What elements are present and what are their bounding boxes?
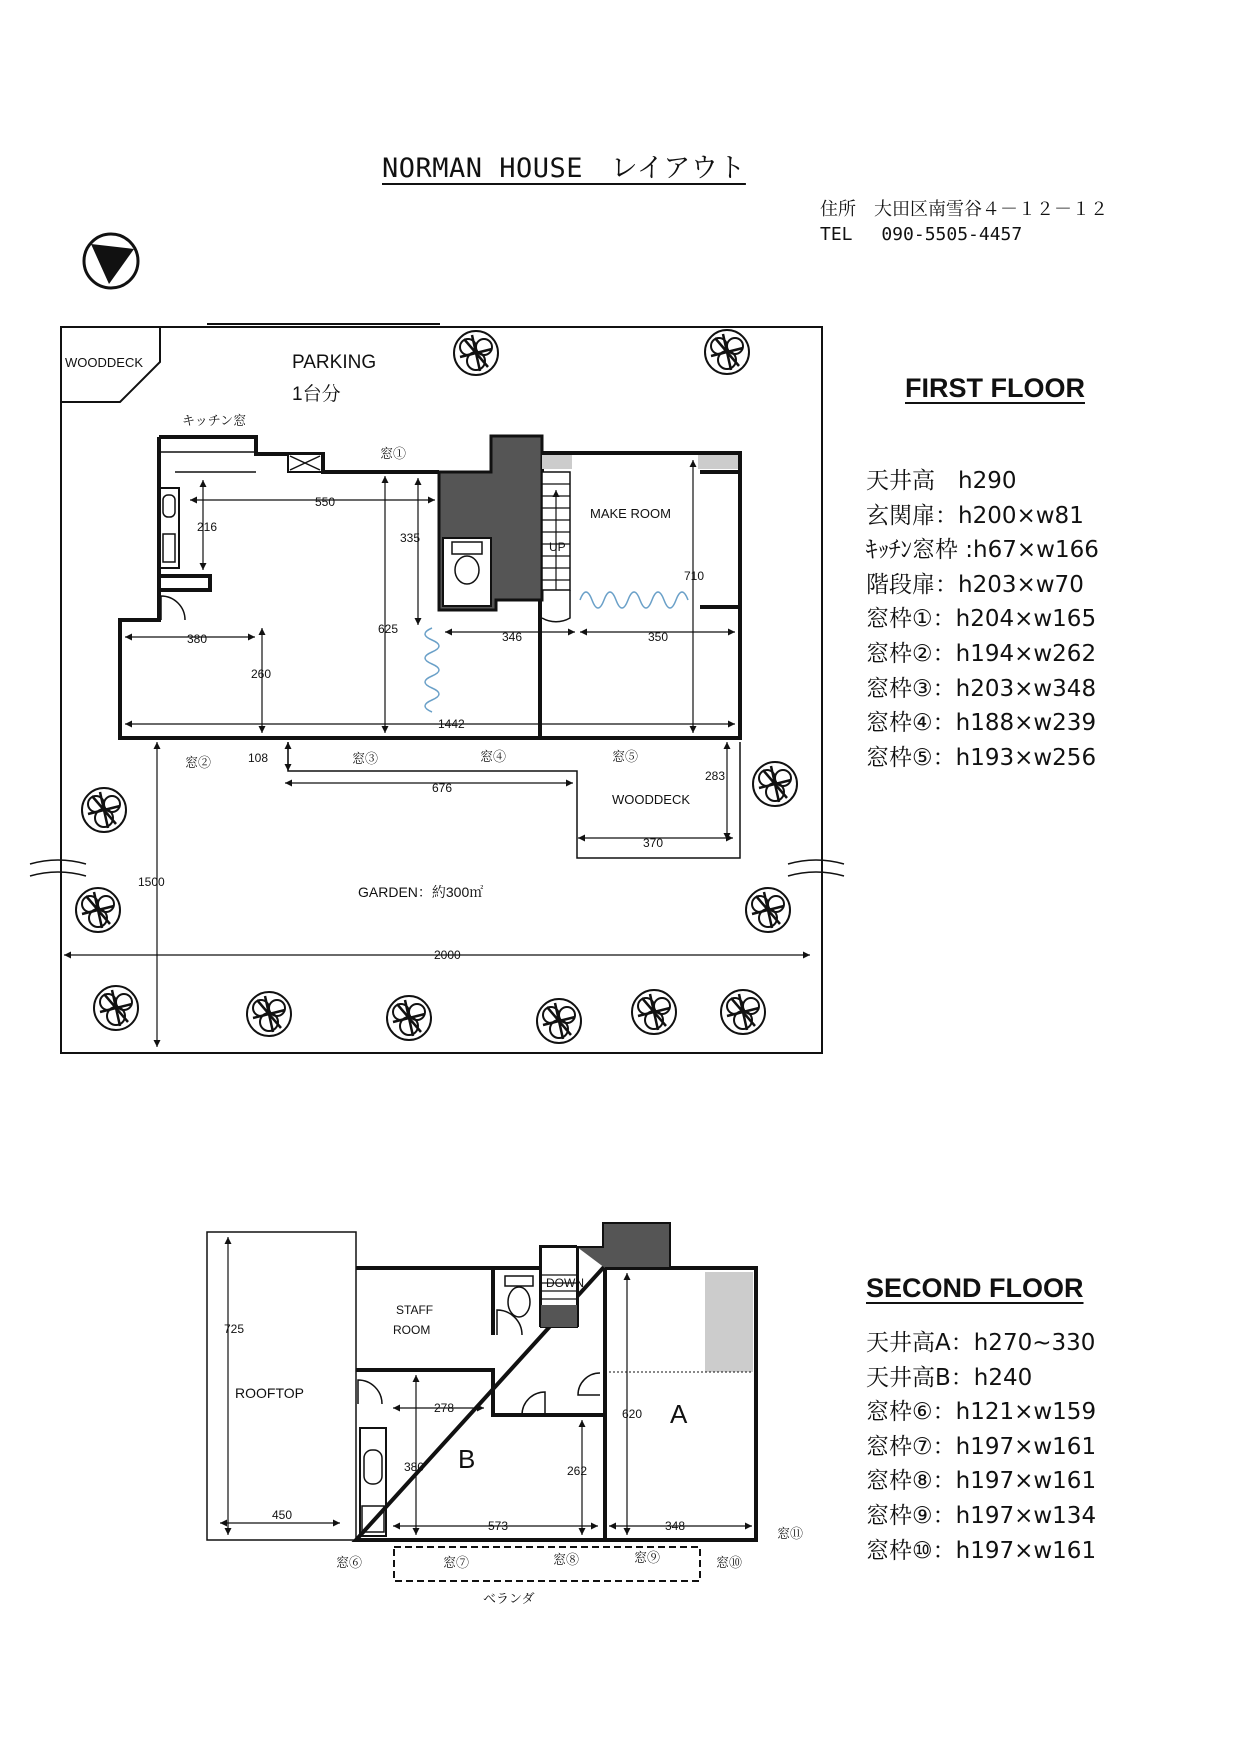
window2-label: 窓② <box>185 755 212 770</box>
spec-window-1: 窓枠①：h204×w165 <box>866 606 1097 633</box>
second-floor-heading: SECOND FLOOR <box>866 1273 1084 1303</box>
spec-entrance-door: 玄関扉：h200×w81 <box>866 502 1084 529</box>
spec-ceiling-a: 天井高A：h270~330 <box>866 1330 1096 1356</box>
toilet-room <box>443 538 491 606</box>
spec-window-2: 窓枠②：h194×w262 <box>866 640 1097 667</box>
room-a-label: A <box>670 1399 688 1429</box>
parking-sub-label: 1台分 <box>292 384 341 405</box>
veranda-label: ベランダ <box>483 1591 535 1606</box>
dim-108: 108 <box>248 751 269 765</box>
spec-window-10: 窓枠⑩：h197×w161 <box>866 1537 1097 1564</box>
dim-676: 676 <box>432 781 453 795</box>
dim-620: 620 <box>622 1407 643 1421</box>
dim-380-second: 380 <box>404 1460 425 1474</box>
rooftop-label: ROOFTOP <box>235 1385 304 1401</box>
spec-ceiling: 天井高 h290 <box>866 468 1017 494</box>
dim-1442: 1442 <box>438 717 465 731</box>
spec-window-3: 窓枠③：h203×w348 <box>866 675 1097 702</box>
window9-label: 窓⑨ <box>634 1550 661 1565</box>
spec-window-4: 窓枠④：h188×w239 <box>866 710 1097 737</box>
dim-625: 625 <box>378 622 399 636</box>
up-label: UP <box>549 540 566 554</box>
stove-icon <box>163 534 175 562</box>
wooddeck-top-label: WOODDECK <box>65 355 143 370</box>
dim-370: 370 <box>643 836 664 850</box>
dim-346: 346 <box>502 630 523 644</box>
dim-278: 278 <box>434 1401 455 1415</box>
dim-450: 450 <box>272 1508 293 1522</box>
kitchen-counter <box>159 488 179 568</box>
window11-label: 窓⑪ <box>777 1526 804 1541</box>
dim-550: 550 <box>315 495 336 509</box>
window4-label: 窓④ <box>480 749 507 764</box>
wooddeck-right-label: WOODDECK <box>612 792 690 807</box>
dim-260: 260 <box>251 667 272 681</box>
dim-573: 573 <box>488 1519 509 1533</box>
toilet-icon-2f <box>508 1287 530 1317</box>
dim-1500: 1500 <box>138 875 165 889</box>
window5-label: 窓⑤ <box>612 749 639 764</box>
dim-380-first: 380 <box>187 632 208 646</box>
room-b-label: B <box>458 1444 476 1474</box>
dim-216: 216 <box>197 520 218 534</box>
spec-stair-door: 階段扉：h203×w70 <box>866 571 1084 598</box>
first-floor-heading: FIRST FLOOR <box>905 373 1085 403</box>
down-label: DOWN <box>546 1276 584 1290</box>
garden-label: GARDEN：約300㎡ <box>358 884 484 900</box>
dim-725: 725 <box>224 1322 245 1336</box>
dim-262: 262 <box>567 1464 588 1478</box>
spec-window-5: 窓枠⑤：h193×w256 <box>866 744 1097 771</box>
kitchen-window-label: キッチン窓 <box>182 413 247 428</box>
address-line: 住所 大田区南雪谷４－１２－１２ <box>820 199 1108 220</box>
dim-2000: 2000 <box>434 948 461 962</box>
spec-kitchen-window: ｷｯﾁﾝ窓枠 :h67×w166 <box>866 537 1099 564</box>
dim-335: 335 <box>400 531 421 545</box>
dim-710: 710 <box>684 569 705 583</box>
second-floor-plan <box>207 1223 803 1606</box>
spec-window-7: 窓枠⑦：h197×w161 <box>866 1433 1097 1460</box>
first-floor-walls <box>120 437 740 738</box>
spec-ceiling-b: 天井高B：h240 <box>866 1364 1033 1391</box>
loft-area <box>705 1272 753 1372</box>
window1-label: 窓① <box>380 446 407 461</box>
window10-label: 窓⑩ <box>716 1555 743 1570</box>
folding-door-entrance <box>425 628 439 712</box>
staff-room-label-1: STAFF <box>396 1303 434 1317</box>
first-floor-plan <box>30 324 844 1053</box>
dim-350: 350 <box>648 630 669 644</box>
north-arrow-icon <box>84 234 138 288</box>
dim-348: 348 <box>665 1519 686 1533</box>
spec-window-9: 窓枠⑨：h197×w134 <box>866 1502 1097 1529</box>
phone-line: TEL 090-5505-4457 <box>820 224 1023 245</box>
window8-label: 窓⑧ <box>553 1552 580 1567</box>
staff-room-label-2: ROOM <box>393 1323 431 1337</box>
dim-283: 283 <box>705 769 726 783</box>
parking-label: PARKING <box>292 352 377 373</box>
page-title: NORMAN HOUSE レイアウト <box>382 153 746 184</box>
folding-door-make-room <box>580 592 688 608</box>
sink-icon-2f <box>364 1450 382 1484</box>
sink-icon <box>163 495 175 517</box>
window3-label: 窓③ <box>352 751 379 766</box>
make-room-label: MAKE ROOM <box>590 506 671 521</box>
spec-window-8: 窓枠⑧：h197×w161 <box>866 1468 1097 1495</box>
stair-roof-core <box>577 1223 670 1268</box>
window7-label: 窓⑦ <box>443 1555 470 1570</box>
spec-window-6: 窓枠⑥：h121×w159 <box>866 1399 1097 1426</box>
window6-label: 窓⑥ <box>336 1555 363 1570</box>
